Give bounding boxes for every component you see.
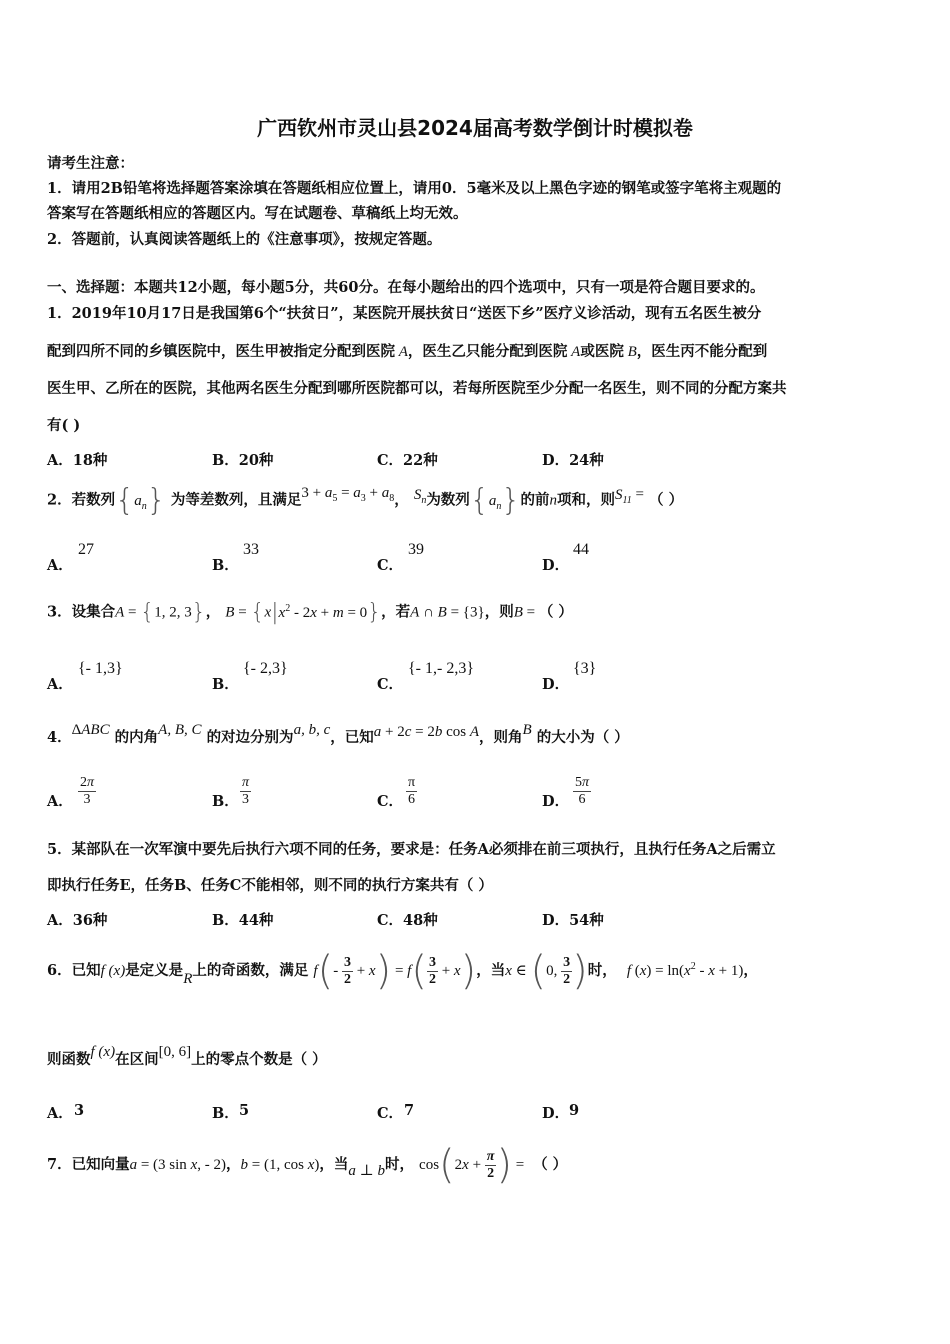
q5-option-b: B．44种 — [212, 912, 274, 929]
q4-option-b: $\frac{\pi}{3}$ — [242, 775, 250, 807]
q6-option-b: 5 — [239, 1102, 250, 1119]
q6-line-2: 则函数f (x)在区间[0, 6]上的零点个数是（ ） — [47, 1044, 327, 1068]
q5-line-2: 即执行任务E，任务B、任务C不能相邻，则不同的执行方案共有（ ） — [47, 877, 493, 894]
q7-stem: 7．已知向量a = (3 sin x, - 2)，b = (1, cos x)，当a ⊥ b时， cos(2x + $\frac{\pi}{2}$ ) = （ ） — [47, 1142, 568, 1188]
q4-label-c: C． — [377, 793, 404, 810]
section-heading: 一、选择题：本题共12小题，每小题5分，共60分。在每小题给出的四个选项中，只有一项是符合题目要求的。 — [47, 279, 765, 296]
q4-stem: 4．ΔABC 的内角A, B, C 的对边分别为a, b, c，已知a + 2c = 2b cos A，则角B 的大小为（ ） — [47, 722, 629, 746]
q1-option-d: D．24种 — [542, 452, 604, 469]
q5-line-1: 5．某部队在一次军演中要先后执行六项不同的任务，要求是：任务A必须排在前三项执行，且执行任务A之后需立 — [47, 841, 776, 858]
q2-label-c: C． — [377, 557, 404, 574]
notice-line-1b: 答案写在答题纸相应的答题区内。写在试题卷、草稿纸上均无效。 — [47, 205, 468, 222]
q6-label-b: B． — [212, 1105, 239, 1122]
q3-label-a: A． — [47, 676, 73, 693]
notice-line-1a: 1．请用2B铅笔将选择题答案涂填在答题纸相应位置上，请用0．5毫米及以上黑色字迹的钢笔或签字笔将主观题的 — [47, 180, 782, 197]
q1-line-4: 有( ) — [47, 417, 81, 434]
q3-label-c: C． — [377, 676, 404, 693]
q6-label-d: D． — [542, 1105, 570, 1122]
q6-option-d: 9 — [569, 1102, 580, 1119]
q1-line-3: 医生甲、乙所在的医院，其他两名医生分配到哪所医院都可以，若每所医院至少分配一名医生，则不同的分配方案共 — [47, 380, 787, 397]
notice-line-2: 2．答题前，认真阅读答题纸上的《注意事项》，按规定答题。 — [47, 231, 442, 248]
q2-option-c: 39 — [408, 541, 424, 558]
q2-label-b: B． — [212, 557, 239, 574]
q4-label-b: B． — [212, 793, 239, 810]
q5-option-d: D．54种 — [542, 912, 604, 929]
q6-stem: 6．已知f (x)是定义是R上的奇函数，满足 f(- $\frac{3}{2}$ + x) = f( $\frac{3}{2}$ + x)，当x ∈ (0, $\frac{3}{2}$ )时， f $(x) = \ln(x^2 - x + 1)$， — [47, 948, 758, 994]
q3-option-b: {- 2,3} — [243, 660, 288, 677]
q2-option-a: 27 — [78, 541, 94, 558]
q4-option-d: $\frac{5\pi}{6}$ — [575, 775, 590, 807]
q6-label-c: C． — [377, 1105, 404, 1122]
q2-option-b: 33 — [243, 541, 259, 558]
q4-option-c: $\frac{\pi}{6}$ — [408, 775, 416, 807]
q6-label-a: A． — [47, 1105, 73, 1122]
q2-stem: 2．若数列$\{a_n\}$ 为等差数列，且满足$3 + a_5 = a_3 + a_8$， $S_n$为数列$\{a_n\}$的前n项和，则$S_{11}$ = （ ） — [47, 483, 684, 518]
q5-option-a: A．36种 — [47, 912, 108, 929]
q3-option-c: {- 1,- 2,3} — [408, 660, 475, 677]
q4-option-a: $\frac{2\pi}{3}$ — [80, 775, 95, 807]
q3-stem: 3．设集合A = {1, 2, 3}， $B = \{x|x^2 - 2x + m = 0\}$，若A ∩ B = {3}，则B = （ ） — [47, 600, 573, 625]
notice-heading: 请考生注意： — [47, 155, 134, 172]
q5-option-c: C．48种 — [377, 912, 438, 929]
q1-line-1: 1．2019年10月17日是我国第6个“扶贫日”，某医院开展扶贫日“送医下乡”医疗义诊活动，现有五名医生被分 — [47, 305, 762, 322]
q4-label-d: D． — [542, 793, 570, 810]
page-title: 广西钦州市灵山县2024届高考数学倒计时模拟卷 — [257, 116, 693, 140]
q3-option-a: {- 1,3} — [78, 660, 123, 677]
q1-option-b: B．20种 — [212, 452, 274, 469]
q1-option-c: C．22种 — [377, 452, 438, 469]
q3-option-d: {3} — [573, 660, 597, 677]
q6-option-a: 3 — [74, 1102, 85, 1119]
q1-option-a: A．18种 — [47, 452, 108, 469]
q1-line-2: 配到四所不同的乡镇医院中，医生甲被指定分配到医院 A，医生乙只能分配到医院 A或医院 B，医生丙不能分配到 — [47, 343, 768, 360]
q4-label-a: A． — [47, 793, 73, 810]
q2-label-a: A． — [47, 557, 73, 574]
q2-label-d: D． — [542, 557, 570, 574]
q2-option-d: 44 — [573, 541, 589, 558]
q3-label-b: B． — [212, 676, 239, 693]
q6-option-c: 7 — [404, 1102, 415, 1119]
q3-label-d: D． — [542, 676, 570, 693]
